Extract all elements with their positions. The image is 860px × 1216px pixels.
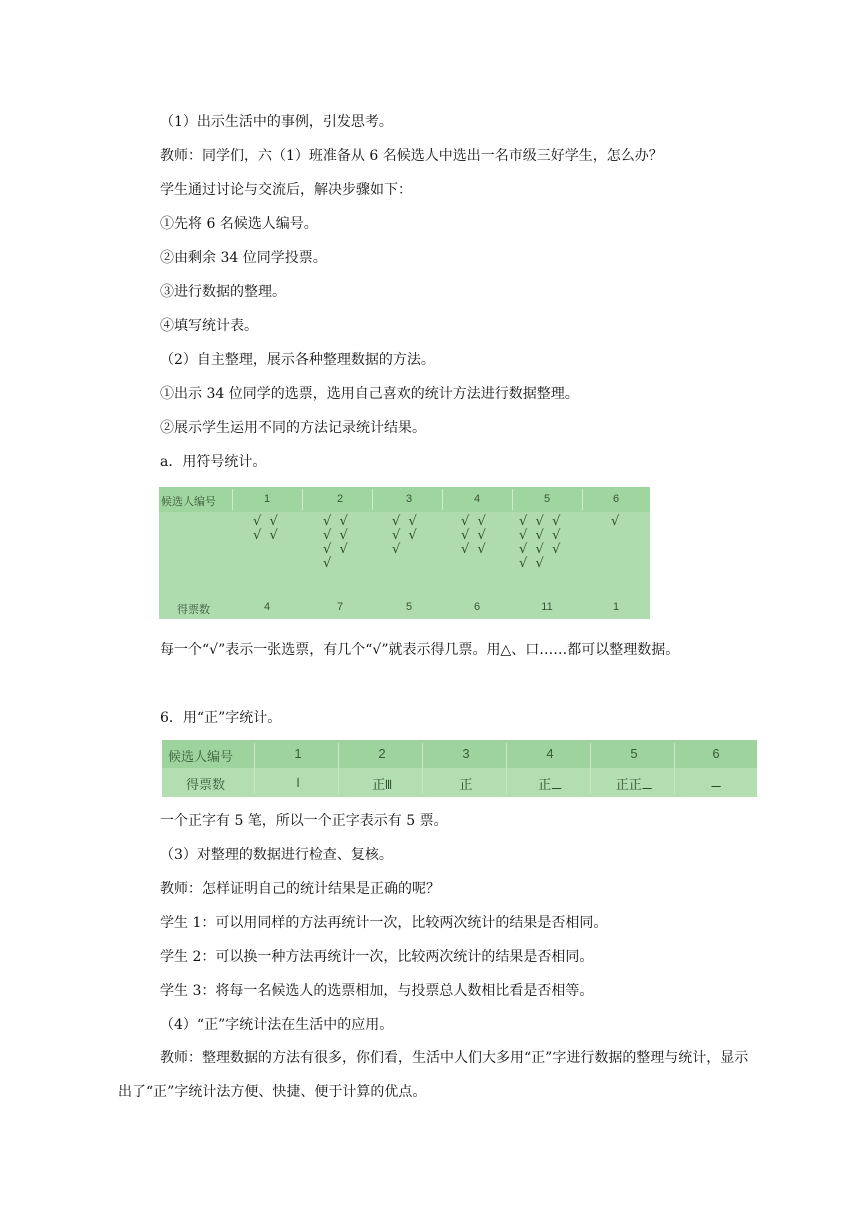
candidate-number: 6 (612, 493, 620, 505)
zheng-tally: 正𝍫 (372, 778, 392, 793)
paragraph-4: ①先将 6 名候选人编号。 (160, 216, 318, 232)
zheng-tally: 𝍠 (710, 776, 722, 791)
section-6-heading: 6．用“正”字统计。 (160, 710, 282, 726)
paragraph-17: 学生 3：将每一名候选人的选票相加，与投票总人数相比看是否相等。 (160, 983, 594, 999)
paragraph-18: （4）“正”字统计法在生活中的应用。 (160, 1017, 394, 1033)
column-divider (422, 743, 423, 794)
table-header-label: 候选人编号 (161, 496, 216, 508)
vote-count: 4 (263, 601, 271, 613)
column-divider (232, 489, 233, 510)
zheng-tally: 𝍩 (296, 776, 300, 791)
vote-marks: √ √ √ √ √ (392, 514, 417, 557)
vote-count: 11 (541, 601, 553, 613)
zheng-tally-table (162, 740, 757, 797)
vote-count: 5 (405, 601, 413, 613)
paragraph-15: 学生 1：可以用同样的方法再统计一次，比较两次统计的结果是否相同。 (160, 915, 608, 931)
candidate-number: 1 (263, 493, 271, 505)
zheng-tally: 正𝍠 (538, 778, 562, 793)
symbol-tally-table (159, 487, 650, 619)
paragraph-7: ④填写统计表。 (160, 318, 258, 334)
column-divider (372, 489, 373, 510)
candidate-number: 2 (378, 746, 386, 761)
candidate-number: 1 (294, 746, 302, 761)
vote-count: 6 (473, 601, 481, 613)
candidate-number: 4 (473, 493, 481, 505)
column-divider (338, 743, 339, 794)
vote-count: 1 (612, 601, 620, 613)
paragraph-10: ②展示学生运用不同的方法记录统计结果。 (160, 420, 426, 436)
column-divider (302, 489, 303, 510)
zheng-tally: 正 (459, 778, 473, 793)
paragraph-9: ①出示 34 位同学的选票，选用自己喜欢的统计方法进行数据整理。 (160, 386, 579, 402)
paragraph-8: （2）自主整理，展示各种整理数据的方法。 (160, 352, 435, 368)
symbol-explanation: 每一个“√”表示一张选票，有几个“√”就表示得几票。用△、口……都可以整理数据。 (160, 642, 680, 658)
paragraph-6: ③进行数据的整理。 (160, 284, 286, 300)
paragraph-11: a．用符号统计。 (160, 454, 267, 470)
candidate-number: 2 (336, 493, 344, 505)
paragraph-13: （3）对整理的数据进行检查、复核。 (160, 847, 393, 863)
paragraph-3: 学生通过讨论与交流后，解决步骤如下： (160, 182, 412, 198)
paragraph-1: （1）出示生活中的事例，引发思考。 (160, 114, 393, 130)
vote-marks: √ √ √ √ (253, 514, 278, 543)
candidate-number: 3 (462, 746, 470, 761)
column-divider (674, 743, 675, 794)
paragraph-12: 一个正字有 5 笔，所以一个正字表示有 5 票。 (160, 813, 448, 829)
vote-count-label: 得票数 (177, 604, 210, 616)
table-header-label: 候选人编号 (168, 749, 234, 764)
candidate-number: 5 (630, 746, 638, 761)
column-divider (506, 743, 507, 794)
column-divider (512, 489, 513, 510)
candidate-number: 6 (712, 746, 720, 761)
paragraph-14: 教师：怎样证明自己的统计结果是正确的呢？ (160, 881, 440, 897)
column-divider (590, 743, 591, 794)
vote-marks: √ (611, 514, 620, 529)
vote-count-label: 得票数 (186, 777, 226, 792)
vote-count: 7 (336, 601, 344, 613)
candidate-number: 4 (546, 746, 554, 761)
zheng-tally: 正正𝍠 (615, 778, 653, 793)
candidate-number: 5 (543, 493, 551, 505)
paragraph-5: ②由剩余 34 位同学投票。 (160, 250, 327, 266)
vote-marks: √ √ √ √ √ √ √ √ √ √ √ (519, 514, 561, 571)
column-divider (442, 489, 443, 510)
candidate-number: 3 (405, 493, 413, 505)
vote-marks: √ √ √ √ √ √ (461, 514, 486, 557)
paragraph-2: 教师：同学们，六（1）班准备从 6 名候选人中选出一名市级三好学生，怎么办？ (160, 148, 663, 164)
final-paragraph: 教师：整理数据的方法有很多，你们看，生活中人们大多用“正”字进行数据的整理与统计，显示出了“正”字统计法方便、快捷、便于计算的优点。 (118, 1050, 749, 1100)
column-divider (582, 489, 583, 510)
vote-marks: √ √ √ √ √ √ √ (323, 514, 348, 571)
paragraph-16: 学生 2：可以换一种方法再统计一次，比较两次统计的结果是否相同。 (160, 949, 594, 965)
